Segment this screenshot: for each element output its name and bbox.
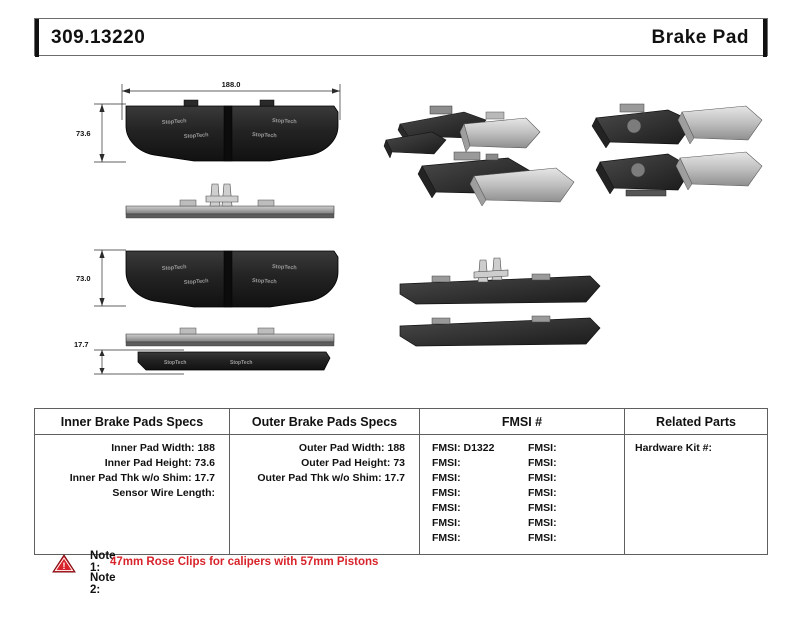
pad-pair-light-1 [678,106,762,144]
fmsi-row: FMSI: [528,532,557,544]
fmsi-column-left [426,441,522,546]
retention-clip [206,184,238,206]
pad-stamp-text: StopTech [271,118,297,126]
inner-spec-row: Inner Pad Width: 188 [111,442,215,454]
dimension-width-label: 188.0 [221,80,241,89]
header [34,18,768,56]
spec-header-inner: Inner Brake Pads Specs [35,409,230,434]
fmsi-row: FMSI: [528,487,557,499]
pad-stamp-text: StopTech [251,278,277,286]
notes-section [52,552,752,594]
backing-plate-iso-2 [384,132,446,158]
fmsi-row: FMSI: D1322 [432,442,495,454]
inner-spec-row: Inner Pad Height: 73.6 [104,457,215,469]
pad-stamp-text: StopTech [164,360,187,366]
fmsi-row: FMSI: [528,457,557,469]
pad-stamp-text: StopTech [271,264,297,272]
fmsi-row: FMSI: [432,472,461,484]
pad-pair-dark-2 [596,154,692,196]
retention-clip [474,258,508,282]
pad-pair-dark-1 [592,104,694,148]
drawing-svg [34,62,768,392]
fmsi-row: FMSI: [528,517,557,529]
dimension-height-mid [94,250,126,306]
outer-pad-top-view [126,251,338,307]
fmsi-column-right [522,441,618,546]
spec-header-related: Related Parts [656,414,736,429]
pad-assembly-lower [400,316,600,346]
spec-table-body [35,435,767,554]
inner-spec-row: Inner Pad Thk w/o Shim: 17.7 [69,472,215,484]
technical-drawing [34,62,768,392]
header-right-bar [763,19,767,57]
note-1-row [52,552,752,572]
pad-pair-light-2 [676,152,762,190]
pad-stamp-text: StopTech [183,132,209,140]
note-1-label: Note 1: [90,550,116,574]
note-1-text: 47mm Rose Clips for calipers with 57mm Pistons [110,556,379,568]
warning-icon [52,553,76,573]
svg-text:!: ! [62,561,66,571]
pad-stamp-text: StopTech [251,132,277,140]
dimension-height-label: 73.6 [76,129,91,138]
outer-spec-row: Outer Pad Thk w/o Shim: 17.7 [257,472,405,484]
spec-table-header-row [35,409,767,435]
outer-pad-edge-view [126,328,334,346]
fmsi-row: FMSI: [528,472,557,484]
fmsi-row: FMSI: [528,442,557,454]
outer-specs-cell [230,435,420,554]
pad-stamp-text: StopTech [183,278,209,286]
inner-pad-edge-view [126,184,334,218]
outer-spec-row: Outer Pad Width: 188 [298,442,405,454]
note-2-row [52,574,752,594]
page-title: 309.13220 [51,27,146,48]
dimension-height-top [94,104,126,162]
fmsi-row: FMSI: [432,502,461,514]
fmsi-row: FMSI: [432,487,461,499]
pad-stamp-text: StopTech [161,264,187,272]
spec-header-outer: Outer Brake Pads Specs [230,409,420,434]
pad-assembly-upper [400,258,600,304]
pad-thickness-sample [138,352,330,370]
fmsi-row: FMSI: [432,517,461,529]
outer-spec-row: Outer Pad Height: 73 [301,457,405,469]
pad-stamp-text: StopTech [230,360,253,366]
fmsi-row: FMSI: [528,502,557,514]
spec-header-fmsi: FMSI # [420,409,625,434]
header-left-bar [35,19,39,57]
dimension-mid-height-label: 73.0 [76,274,91,283]
inner-specs-cell [35,435,230,554]
dimension-thickness-label: 17.7 [74,340,89,349]
related-parts-cell [625,435,767,554]
pad-stamp-text: StopTech [161,118,187,126]
fmsi-row: FMSI: [432,457,461,469]
inner-spec-row: Sensor Wire Length: [112,487,215,499]
note-2-label: Note 2: [90,572,116,596]
pad-iso-group-left [384,106,574,206]
hardware-kit-row: Hardware Kit #: [635,442,713,454]
spec-table [34,408,768,555]
inner-pad-top-view [126,100,338,161]
document-type-label: Brake Pad [651,27,749,48]
pad-iso-group-right [592,104,762,196]
fmsi-row: FMSI: [432,532,461,544]
fmsi-cell [420,435,625,554]
